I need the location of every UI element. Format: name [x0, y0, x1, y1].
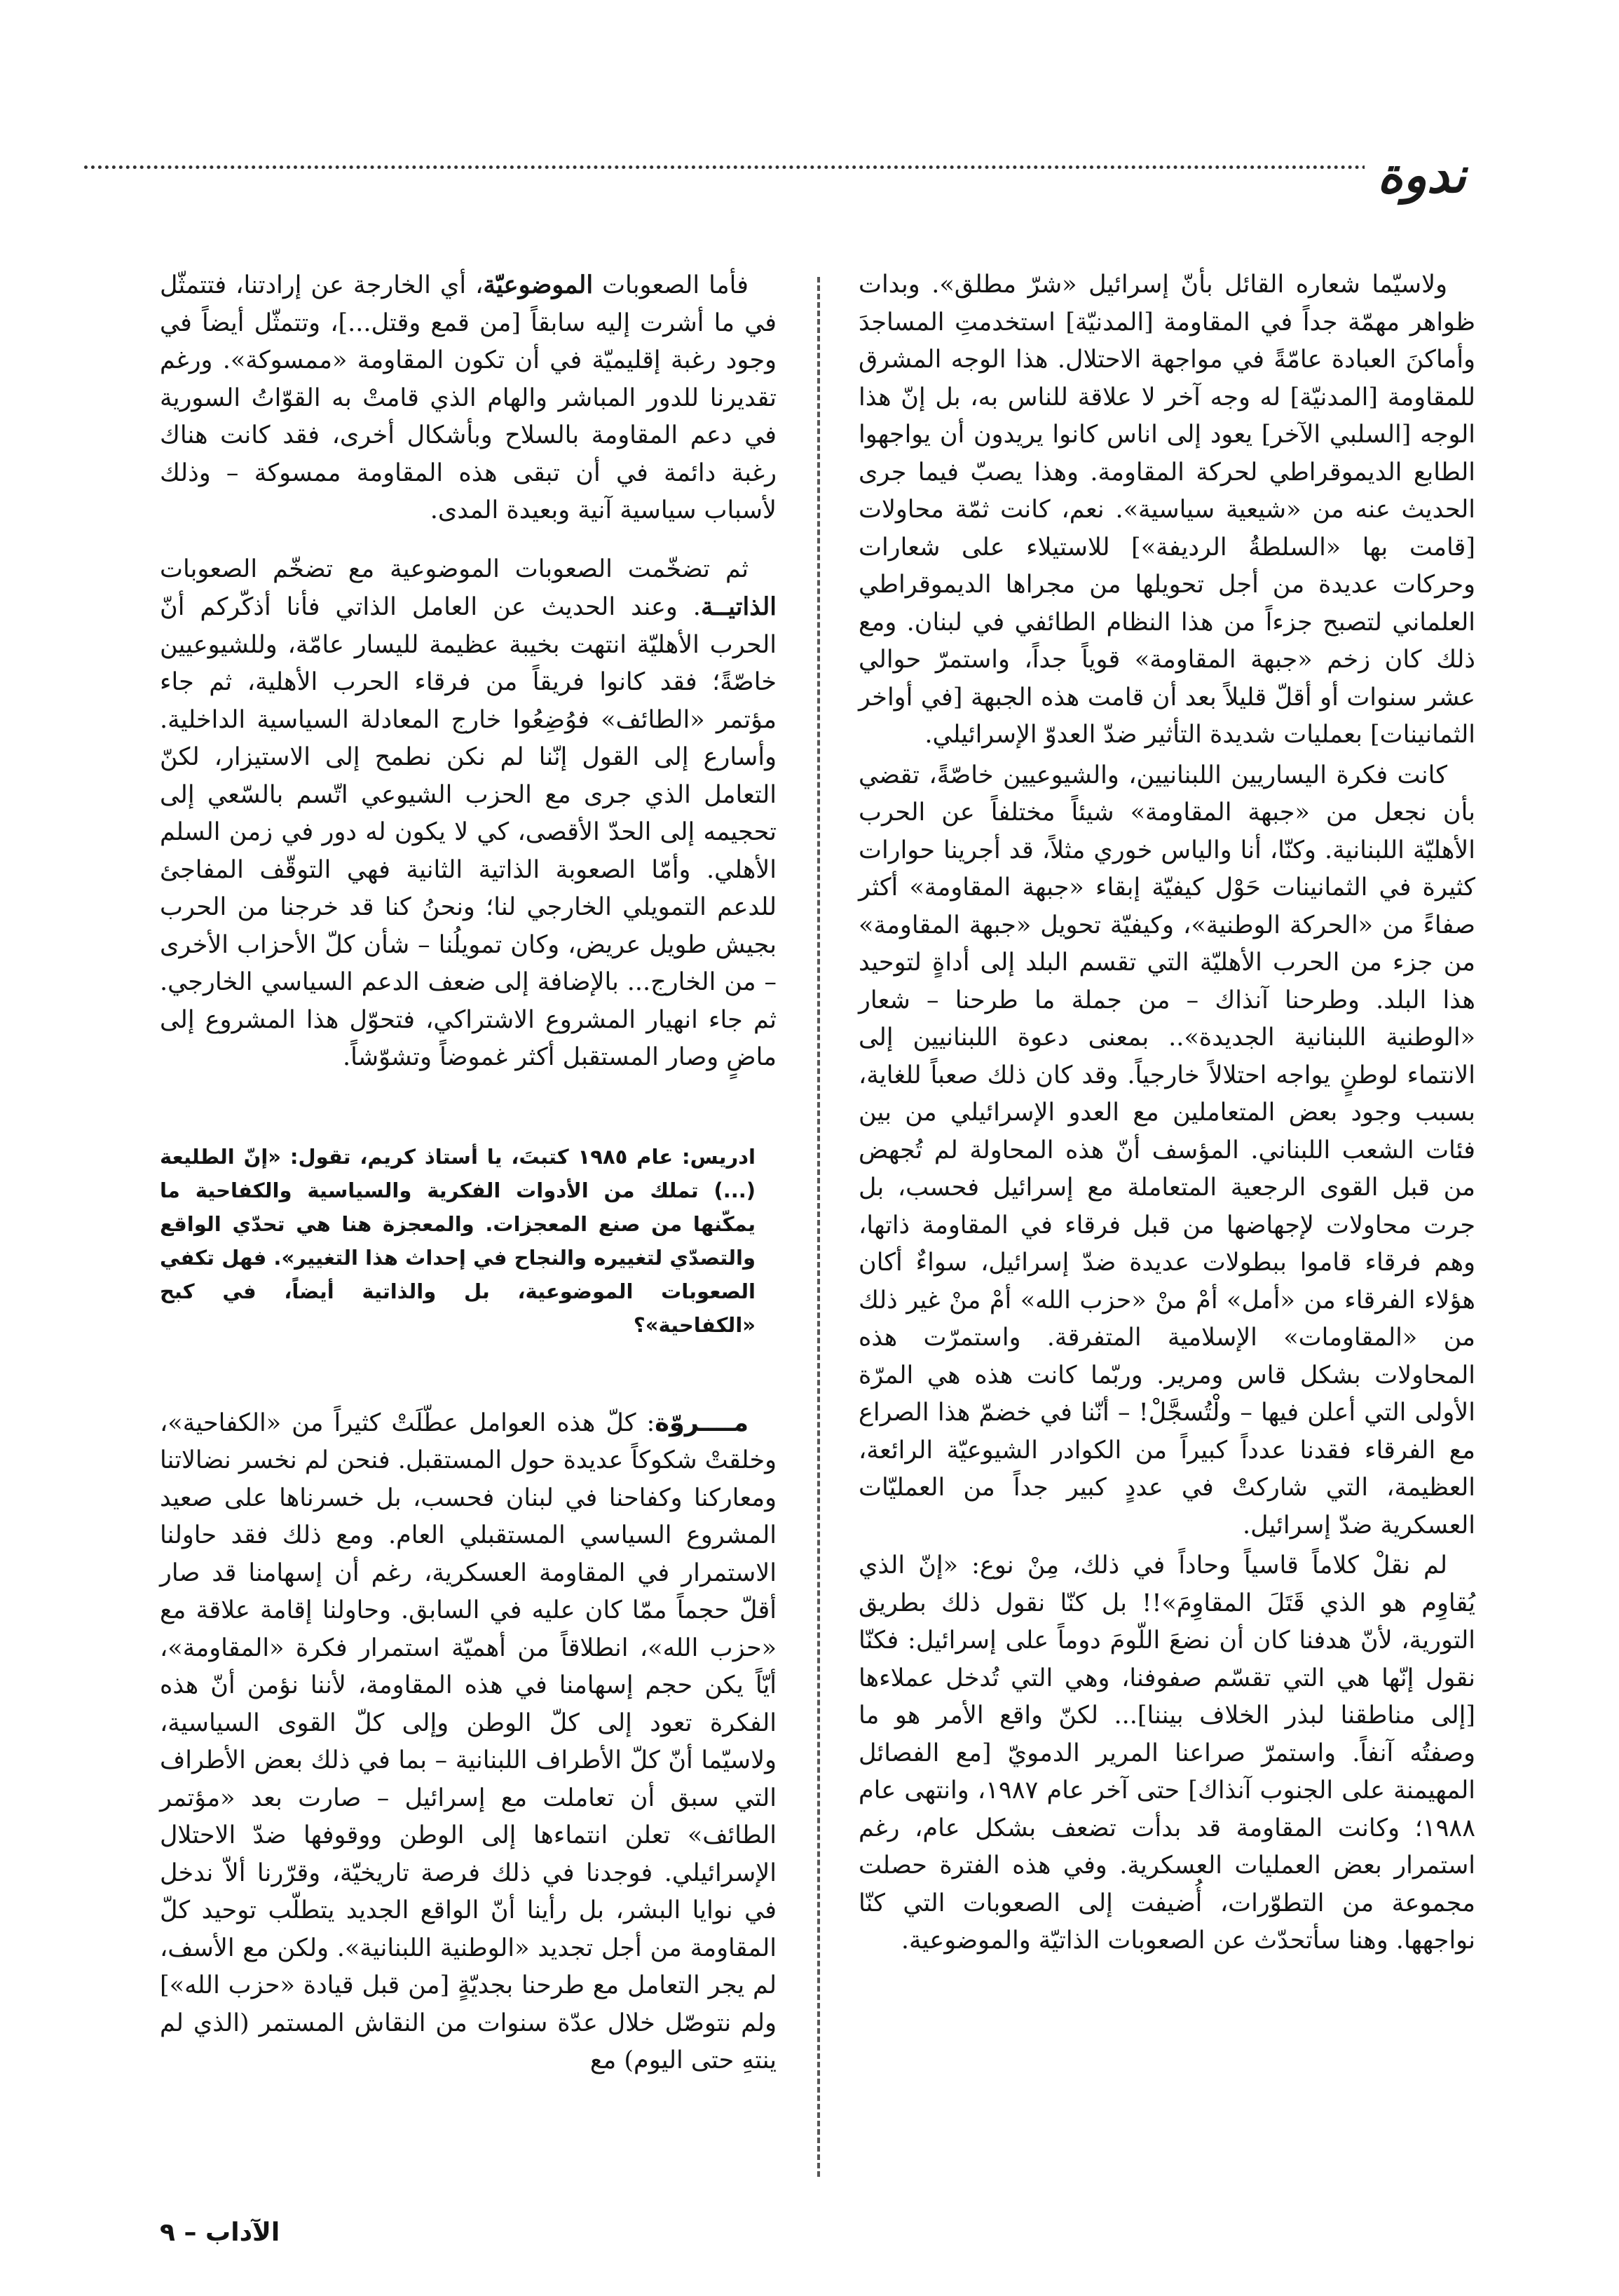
interview-question: ادريس: عام ١٩٨٥ كتبتَ، يا أستاذ كريم، تقول: «إنّ الطليعة (...) تملك من الأدوات الفكرية والسياسية والكفاحية ما يمكّنها من صنع المعجزات. والمعجزة هنا هي تحدّي الواقع والتصدّي لتغييره والنجاح في إحداث هذا التغيير». فهل تكفي الصعوبات الموضوعية، بل والذاتية أيضاً، في كبح «الكفاحية»؟: [160, 1144, 756, 1337]
interview-answer: [160, 1405, 777, 2080]
paragraph-text: ، أي الخارجة عن إرادتنا، فتتمثّل في ما أشرت إليه سابقاً [من قمع وقتل...]، وتتمثّل أيضاً في وجود رغبة إقليميّة في أن تكون المقاومة «ممسوكة». ورغم تقديرنا للدور المباشر والهام الذي قامتْ به القوّاتُ السورية في دعم المقاومة بالسلاح وبأشكال أخرى، فقد كانت هناك رغبة دائمة في أن تبقى هذه المقاومة ممسوكة – وذلك لأسباب سياسية آنية وبعيدة المدى.: [160, 271, 777, 524]
paragraph-text: . وعند الحديث عن العامل الذاتي فأنا أذكّركم أنّ الحرب الأهليّة انتهت بخيبة عظيمة لليسار عامّة، وللشيوعيين خاصّةً؛ فقد كانوا فريقاً من فرقاء الحرب الأهلية، ثم جاء مؤتمر «الطائف» فوُضِعُوا خارج المعادلة السياسية الداخلية. وأسارع إلى القول إنّنا لم نكن نطمح إلى الاستيزار، لكنّ التعامل الذي جرى مع الحزب الشيوعي اتّسم بالسّعي إلى تحجيمه إلى الحدّ الأقصى، كي لا يكون له دور في زمن السلم الأهلي. وأمّا الصعوبة الذاتية الثانية فهي التوقّف المفاجئ للدعم التمويلي الخارجي لنا؛ ونحنُ كنا قد خرجنا من الحرب بجيش طويل عريض، وكان تمويلُنا – شأن كلّ الأحزاب الأخرى – من الخارج... بالإضافة إلى ضعف الدعم السياسي الخارجي. ثم جاء انهيار المشروع الاشتراكي، فتحوّل هذا المشروع إلى ماضٍ وصار المستقبل أكثر غموضاً وتشوّشاً.: [160, 593, 777, 1071]
column-divider: [817, 277, 820, 2177]
paragraph: ولاسيّما شعاره القائل بأنّ إسرائيل «شرّ مطلق». وبدات ظواهر مهمّة جداً في المقاومة [المدنيّة] استخدمتِ المساجدَ وأماكنَ العبادة عامّةً في مواجهة الاحتلال. هذا الوجه المشرق للمقاومة [المدنيّة] له وجه آخر لا علاقة للناس به، بل إنّ هذا الوجه [السلبي الآخر] يعود إلى اناس كانوا يريدون أن يواجهوا الطابع الديموقراطي لحركة المقاومة. وهذا يصبّ فيما جرى الحديث عنه من «شيعية سياسية». نعم، كانت ثمّة محاولات [قامت بها «السلطةُ الرديفة»] للاستيلاء على شعارات وحركات عديدة من أجل تحويلها من مجراها الديموقراطي العلماني لتصبح جزءاً من هذا النظام الطائفي في لبنان. ومع ذلك كان زخم «جبهة المقاومة» قوياً جداً، واستمرّ حوالي عشر سنوات أو أقلّ قليلاً بعد أن قامت هذه الجبهة [في أواخر الثمانينات] بعمليات شديدة التأثير ضدّ العدوّ الإسرائيلي.: [859, 271, 1475, 749]
right-column: [859, 266, 1475, 1960]
magazine-logo: ندوة: [1365, 151, 1479, 200]
answer-text: : كلّ هذه العوامل عطّلَتْ كثيراً من «الكفاحية»، وخلقتْ شكوكاً عديدة حول المستقبل. فنحن لم نخسر نضالاتنا ومعاركنا وكفاحنا في لبنان فحسب، بل خسرناها على صعيد المشروع السياسي المستقبلي العام. ومع ذلك فقد حاولنا الاستمرار في المقاومة العسكرية، رغم أن إسهامنا قد صار أقلّ حجماً ممّا كان عليه في السابق. وحاولنا إقامة علاقة مع «حزب الله»، انطلاقاً من أهميّة استمرار فكرة «المقاومة»، أيّاً يكن حجم إسهامنا في هذه المقاومة، لأننا نؤمن أنّ هذه الفكرة تعود إلى كلّ الوطن وإلى كلّ القوى السياسية، ولاسيّما أنّ كلّ الأطراف اللبنانية – بما في ذلك بعض الأطراف التي سبق أن تعاملت مع إسرائيل – صارت بعد «مؤتمر الطائف» تعلن انتماءها إلى الوطن ووقوفها ضدّ الاحتلال الإسرائيلي. فوجدنا في ذلك فرصة تاريخيّة، وقرّرنا ألاّ ندخل في نوايا البشر، بل رأينا أنّ الواقع الجديد يتطلّب توحيد كلّ المقاومة من أجل تجديد «الوطنية اللبنانية». ولكن مع الأسف، لم يجر التعامل مع طرحنا بجديّةٍ [من قبل قيادة «حزب الله»] ولم نتوصّل خلال عدّة سنوات من النقاش المستمر (الذي لم ينتهِ حتى اليوم) مع: [160, 1408, 777, 2074]
paragraph: كانت فكرة اليساريين اللبنانيين، والشيوعيين خاصّةً، تقضي بأن نجعل من «جبهة المقاومة» شيئاً مختلفاً عن الحرب الأهليّة اللبنانية. وكنّا، أنا والياس خوري مثلاً، قد أجرينا حوارات كثيرة في الثمانينات حَوْل كيفيّة إبقاء «جبهة المقاومة» أكثر صفاءً من «الحركة الوطنية»، وكيفيّة تحويل «جبهة المقاومة» من جزء من الحرب الأهليّة التي تقسم البلد إلى أداةٍ لتوحيد هذا البلد. وطرحنا آنذاك – من جملة ما طرحنا – شعار «الوطنية اللبنانية الجديدة».. بمعنى دعوة اللبنانيين إلى الانتماء لوطنٍ يواجه احتلالاً خارجياً. وقد كان ذلك صعباً للغاية، بسبب وجود بعض المتعاملين مع العدو الإسرائيلي من بين فئات الشعب اللبناني. المؤسف أنّ هذه المحاولة لم تُجهض من قبل القوى الرجعية المتعاملة مع إسرائيل فحسب، بل جرت محاولات لإجهاضها من قبل فرقاء في المقاومة ذاتها، وهم فرقاء قاموا ببطولات عديدة ضدّ إسرائيل، سواءٌ أكان هؤلاء الفرقاء من «أمل» أمْ منْ «حزب الله» أمْ منْ غير ذلك من «المقاومات» الإسلامية المتفرقة. واستمرّت هذه المحاولات بشكل قاس ومرير. وربّما كانت هذه هي المرّة الأولى التي أعلن فيها – ولْتُسجَّلْ! – أنّنا في خضمّ هذا الصراع مع الفرقاء فقدنا عدداً كبيراً من الكوادر الشيوعيّة الرائعة، العظيمة، التي شاركتْ في عددٍ كبير جداً من العمليّات العسكرية ضدّ إسرائيل.: [859, 761, 1475, 1540]
page-number: الآداب – ٩: [160, 2218, 280, 2247]
paragraph: لم نقلْ كلاماً قاسياً وحاداً في ذلك، مِنْ نوع: «إنّ الذي يُقاوِم هو الذي قَتَلَ المقاوِمَ»!! بل كنّا نقول ذلك بطريق التورية، لأنّ هدفنا كان أن نضعَ اللّومَ دوماً على إسرائيل: فكنّا نقول إنّها هي التي تقسّم صفوفنا، وهي التي تُدخل عملاءها [إلى مناطقنا لبذر الخلاف بيننا]... لكنّ واقع الأمر هو ما وصفتُه آنفاً. واستمرّ صراعنا المرير الدمويّ [مع الفصائل المهيمنة على الجنوب آنذاك] حتى آخر عام ١٩٨٧، وانتهى عام ١٩٨٨؛ وكانت المقاومة قد بدأت تضعف بشكل عام، رغم استمرار بعض العمليات العسكرية. وفي هذه الفترة حصلت مجموعة من التطوّرات، أُضيفت إلى الصعوبات التي كنّا نواجهها. وهنا سأتحدّث عن الصعوبات الذاتيّة والموضوعية.: [859, 1551, 1476, 1955]
paragraph-lead: فأما الصعوبات: [593, 271, 749, 299]
paragraph: [160, 551, 777, 1077]
answer-speaker: مــــروّة: [655, 1408, 749, 1437]
emphasis-subjective: الذاتيــة: [700, 592, 777, 621]
left-column: [160, 266, 777, 2080]
paragraph-lead: ثم تضخّمت الصعوبات الموضوعية مع تضخّم الصعوبات: [160, 555, 749, 583]
header-dotted-rule: [84, 165, 1479, 169]
emphasis-objective: الموضوعيّة: [483, 271, 594, 299]
paragraph: [160, 266, 777, 530]
